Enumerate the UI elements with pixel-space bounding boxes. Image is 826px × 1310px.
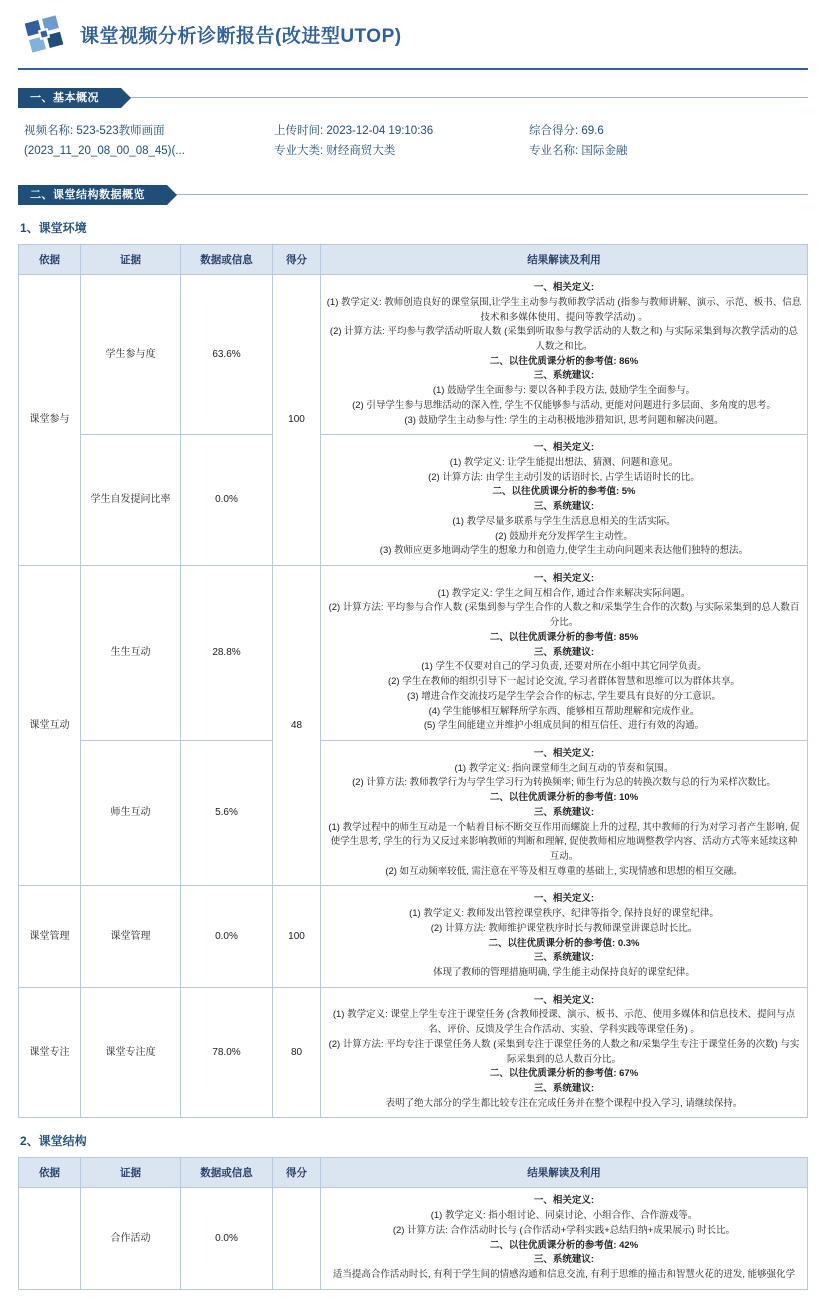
narr-line: 二、以往优质课分析的参考值: 5% bbox=[492, 486, 636, 498]
narr-line: 体现了教师的管理措施明确, 学生能主动保持良好的课堂纪律。 bbox=[433, 967, 695, 978]
overview-col-upload bbox=[274, 122, 529, 161]
narr-line: (1) 教学定义: 让学生能提出想法、猜测、问题和意见。 bbox=[449, 457, 679, 468]
table-row bbox=[19, 275, 808, 435]
overview-col-video bbox=[24, 122, 274, 161]
narr-line: (1) 学生不仅要对自己的学习负责, 还要对所在小组中其它同学负责。 bbox=[421, 661, 707, 673]
col-header-interpretation: 结果解读及利用 bbox=[321, 1158, 808, 1188]
narr-line: 一、相关定义: bbox=[533, 573, 595, 585]
classroom-structure-table bbox=[18, 1157, 808, 1289]
cell-score bbox=[273, 1188, 321, 1289]
narr-line: (5) 学生间能建立并维护小组成员间的相互信任、进行有效的沟通。 bbox=[423, 720, 705, 732]
narr-line: (2) 计算方法: 教师教学行为与学生学习行为转换频率; 师生行为总的转换次数与总的行为采样次数比。 bbox=[352, 777, 776, 789]
subsection-title-classroom-structure: 2、课堂结构 bbox=[20, 1134, 87, 1149]
cell-basis: 课堂专注 bbox=[19, 987, 81, 1118]
narr-line: (3) 教师应更多地调动学生的想象力和创造力,使学生主动向问题来表达他们独特的想法。 bbox=[379, 545, 749, 557]
cell-data: 78.0% bbox=[181, 987, 273, 1118]
narr-line: (1) 教学定义: 指向课堂师生之间互动的节奏和氛围。 bbox=[454, 762, 674, 774]
narr-line: 三、系统建议: bbox=[533, 1083, 595, 1095]
cell-data: 0.0% bbox=[181, 435, 273, 566]
narr-line: (2) 计算方法: 平均专注于课堂任务人数 (采集到专注于课堂任务的人数之和/采集学生专注于课堂任务的次数) 与实际采集到的总人数百分比。 bbox=[328, 1038, 800, 1065]
cell-interpretation bbox=[321, 275, 808, 435]
col-header-evidence: 证据 bbox=[81, 245, 181, 275]
pinwheel-logo-icon bbox=[22, 14, 66, 54]
cell-evidence: 课堂专注度 bbox=[81, 987, 181, 1118]
narr-line: 表明了绝大部分的学生都比较专注在完成任务并在整个课程中投入学习, 请继续保持。 bbox=[385, 1097, 743, 1109]
col-header-basis: 依据 bbox=[19, 1158, 81, 1188]
narr-line: (3) 鼓励学生主动参与性: 学生的主动积极地涉猎知识, 思考问题和解决问题。 bbox=[404, 414, 724, 426]
narr-line: 一、相关定义: bbox=[533, 747, 595, 759]
classroom-environment-table bbox=[18, 244, 808, 1118]
narr-line: 一、相关定义: bbox=[533, 893, 595, 905]
cell-evidence: 师生互动 bbox=[81, 740, 181, 885]
upload-time-value: 2023-12-04 19:10:36 bbox=[326, 125, 434, 137]
cell-basis bbox=[19, 1188, 81, 1289]
banner-rule bbox=[18, 97, 808, 98]
cell-basis: 课堂互动 bbox=[19, 566, 81, 886]
cell-data: 0.0% bbox=[181, 1188, 273, 1289]
cell-score: 100 bbox=[273, 886, 321, 987]
narr-line: (4) 学生能够相互解释所学东西、能够相互帮助理解和完成作业。 bbox=[428, 705, 700, 717]
narr-line: (1) 教学尽量多联系与学生生活息息相关的生活实际。 bbox=[452, 515, 676, 527]
overview-col-score bbox=[529, 122, 802, 161]
cell-interpretation bbox=[321, 1188, 808, 1289]
table-row bbox=[19, 435, 808, 566]
table-header-row bbox=[19, 245, 808, 275]
narr-line: (2) 如互动频率较低, 需注意在平等及相互尊重的基础上, 实现情感和思想的相互交融。 bbox=[385, 865, 743, 877]
narr-line: 一、相关定义: bbox=[533, 1195, 595, 1207]
narr-line: (1) 鼓励学生全面参与: 要以各种手段方法, 鼓励学生全面参与。 bbox=[432, 385, 696, 397]
section-banner-label: 一、基本概况 bbox=[18, 88, 121, 108]
table-row bbox=[19, 886, 808, 987]
cell-evidence: 合作活动 bbox=[81, 1188, 181, 1289]
cell-interpretation bbox=[321, 566, 808, 741]
narr-line: (2) 鼓励并充分发挥学生主动性。 bbox=[495, 530, 633, 542]
table-row bbox=[19, 566, 808, 741]
narr-line: (1) 教学定义: 课堂上学生专注于课堂任务 (含教师授课、演示、板书、示范、使用多媒体和信息技术、提问与点名、评价、反馈及学生合作活动、实验、学科实践等课堂任务) 。 bbox=[332, 1009, 796, 1036]
section-banner-basic-overview bbox=[18, 88, 808, 108]
narr-line: (1) 教学定义: 指小组讨论、同桌讨论、小组合作、合作游戏等。 bbox=[430, 1210, 698, 1222]
narr-line: (2) 计算方法: 平均参与合作人数 (采集到参与学生合作的人数之和/采集学生合作的次数) 与实际采集到的总人数百分比。 bbox=[328, 602, 800, 629]
major-name-value: 国际金融 bbox=[581, 144, 628, 157]
narr-line: 三、系统建议: bbox=[533, 806, 595, 818]
cell-interpretation bbox=[321, 740, 808, 885]
upload-time-label: 上传时间: bbox=[274, 125, 324, 137]
classroom-structure-body bbox=[19, 1188, 808, 1289]
subsection-title-classroom-environment: 1、课堂环境 bbox=[20, 221, 87, 236]
basic-overview-fields bbox=[18, 120, 808, 167]
narr-line: 三、系统建议: bbox=[533, 370, 595, 382]
narr-line: 三、系统建议: bbox=[533, 1254, 595, 1266]
cell-basis: 课堂参与 bbox=[19, 275, 81, 566]
narr-line: 二、以往优质课分析的参考值: 10% bbox=[489, 792, 639, 804]
narr-line: 一、相关定义: bbox=[533, 994, 595, 1006]
cell-interpretation bbox=[321, 886, 808, 987]
video-name-label: 视频名称: bbox=[24, 125, 74, 137]
cell-evidence: 学生参与度 bbox=[81, 275, 181, 435]
narr-line: 三、系统建议: bbox=[533, 952, 595, 964]
section2-banner-label: 二、课堂结构数据概览 bbox=[18, 185, 167, 205]
cell-evidence: 生生互动 bbox=[81, 566, 181, 741]
cell-data: 5.6% bbox=[181, 740, 273, 885]
col-header-score: 得分 bbox=[273, 1158, 321, 1188]
col-header-score: 得分 bbox=[273, 245, 321, 275]
page-title: 课堂视频分析诊断报告(改进型UTOP) bbox=[80, 25, 402, 47]
table-header-row bbox=[19, 1158, 808, 1188]
table-row bbox=[19, 1188, 808, 1289]
section-banner-structure-overview bbox=[18, 185, 808, 205]
narr-line: 一、相关定义: bbox=[533, 442, 595, 454]
video-name-value: 523-523教师画面 (2023_11_20_08_00_08_45)(... bbox=[24, 125, 185, 157]
major-category-value: 财经商贸大类 bbox=[326, 144, 396, 157]
narr-line: 三、系统建议: bbox=[533, 646, 595, 658]
table-row bbox=[19, 740, 808, 885]
cell-score: 48 bbox=[273, 566, 321, 886]
narr-line: 三、系统建议: bbox=[533, 501, 595, 513]
narr-line: 二、以往优质课分析的参考值: 86% bbox=[489, 355, 639, 367]
narr-line: 一、相关定义: bbox=[533, 282, 595, 294]
cell-data: 0.0% bbox=[181, 886, 273, 987]
cell-evidence: 学生自发提问比率 bbox=[81, 435, 181, 566]
cell-interpretation bbox=[321, 987, 808, 1118]
major-category-label: 专业大类: bbox=[274, 144, 324, 157]
narr-line: 二、以往优质课分析的参考值: 67% bbox=[489, 1068, 639, 1080]
narr-line: 适当提高合作活动时长, 有利于学生间的情感沟通和信息交流, 有利于思维的撞击和智慧火花的迸发, 能够强化学 bbox=[332, 1269, 796, 1281]
narr-line: (1) 教学过程中的师生互动是一个帖着目标不断交互作用而螺旋上升的过程, 其中教师的行为对学习者产生影响, 促使学生思考, 学生的行为又反过来影响教师的判断和理解, 促使教师相应地调整教学内容、活动方式等来延续这种互动。 bbox=[328, 821, 800, 862]
cell-data: 28.8% bbox=[181, 566, 273, 741]
total-score-label: 综合得分: bbox=[529, 125, 579, 137]
cell-data: 63.6% bbox=[181, 275, 273, 435]
narr-line: (3) 增进合作交流技巧是学生学会合作的标志, 学生要具有良好的分工意识。 bbox=[406, 690, 722, 702]
col-header-evidence: 证据 bbox=[81, 1158, 181, 1188]
narr-line: (1) 教学定义: 学生之间互相合作, 通过合作来解决实际问题。 bbox=[437, 587, 691, 599]
narr-line: (2) 计算方法: 平均参与教学活动听取人数 (采集到听取参与教学活动的人数之和) 与实际采集到每次教学活动的总人数之和比。 bbox=[329, 326, 799, 352]
col-header-data: 数据或信息 bbox=[181, 245, 273, 275]
narr-line: (1) 教学定义: 教师创造良好的课堂氛围,让学生主动参与教师教学活动 (指参与教师讲解、演示、示范、板书、信息技术和多媒体使用、提问等教学活动) 。 bbox=[326, 296, 802, 323]
narr-line: (1) 教学定义: 教师发出管控课堂秩序、纪律等指令, 保持良好的课堂纪律。 bbox=[409, 908, 719, 920]
col-header-data: 数据或信息 bbox=[181, 1158, 273, 1188]
col-header-basis: 依据 bbox=[19, 245, 81, 275]
narr-line: (2) 计算方法: 合作活动时长与 (合作活动+学科实践+总结归纳+成果展示) 时长比。 bbox=[392, 1224, 736, 1236]
cell-basis: 课堂管理 bbox=[19, 886, 81, 987]
narr-line: 二、以往优质课分析的参考值: 42% bbox=[489, 1239, 639, 1251]
narr-line: (2) 计算方法: 由学生主动引发的话语时长, 占学生话语时长的比。 bbox=[428, 471, 700, 483]
classroom-environment-body bbox=[19, 275, 808, 1118]
major-name-label: 专业名称: bbox=[529, 144, 579, 157]
cell-score: 80 bbox=[273, 987, 321, 1118]
narr-line: (2) 计算方法: 教师维护课堂秩序时长与教师课堂讲课总时长比。 bbox=[430, 922, 698, 934]
narr-line: 二、以往优质课分析的参考值: 85% bbox=[489, 631, 639, 643]
narr-line: (2) 引导学生参与思维活动的深入性, 学生不仅能够参与活动, 更能对问题进行多层面、多角度的思考。 bbox=[352, 399, 776, 411]
total-score-value: 69.6 bbox=[581, 125, 604, 137]
cell-interpretation bbox=[321, 435, 808, 566]
cell-score: 100 bbox=[273, 275, 321, 566]
narr-line: (2) 学生在教师的组织引导下一起讨论交流, 学习者群体智慧和思维可以为群体共享。 bbox=[387, 676, 741, 688]
col-header-interpretation: 结果解读及利用 bbox=[321, 245, 808, 275]
narr-line: 二、以往优质课分析的参考值: 0.3% bbox=[488, 937, 640, 949]
table-row bbox=[19, 987, 808, 1118]
cell-evidence: 课堂管理 bbox=[81, 886, 181, 987]
report-header bbox=[18, 0, 808, 70]
